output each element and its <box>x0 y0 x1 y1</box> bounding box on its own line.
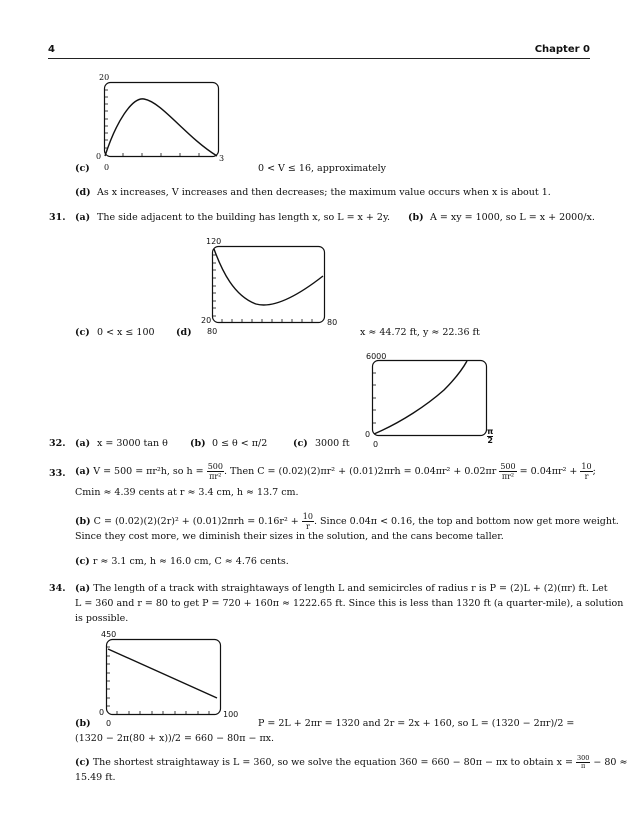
graph31-frame <box>213 247 325 323</box>
p34-c-label: (c) <box>75 757 90 768</box>
graph32-xmax-num: π <box>487 427 494 436</box>
graph32-ymax: 6000 <box>366 352 387 361</box>
graph31-xmin: 80 <box>207 327 218 336</box>
p30-d-label: (d) <box>75 187 91 198</box>
p33-a-frac3 <box>580 462 592 481</box>
p33-b-label: (b) <box>75 516 91 527</box>
p31-c-label: (c) <box>75 327 90 338</box>
p31-a-label: (a) <box>75 212 91 223</box>
graph31-yticks <box>213 255 216 316</box>
p32-a-label: (a) <box>75 438 91 449</box>
graph31-curve <box>214 249 323 305</box>
graph31-ymax: 120 <box>206 237 222 246</box>
graph30-ymin: 0 <box>96 152 102 161</box>
graph32-plot <box>372 360 488 437</box>
p32-c-text: 3000 ft <box>315 438 350 449</box>
p33-b-fd: r <box>305 522 310 531</box>
p30-c-text: 0 < V ≤ 16, approximately <box>258 163 387 174</box>
graph32-xmin: 0 <box>373 440 379 449</box>
p34-a-line1 <box>75 583 608 594</box>
graph34-xmin: 0 <box>106 719 112 728</box>
p34-c-fn: 300 <box>576 754 590 762</box>
p33-a-t2: . Then C = (0.02)(2)πr² + (0.01)2πrh = 0.04πr² + 0.02πr <box>223 466 497 477</box>
p33-b-t2: . Since 0.04π < 0.16, the top and bottom now get more weight. <box>313 516 619 527</box>
p33-a-frac2 <box>499 462 516 481</box>
graph34-frame <box>107 640 221 715</box>
p33-a-f3n: 10 <box>581 462 592 471</box>
p33-a-f1d: πr² <box>209 472 222 481</box>
p33-a-t3: = 0.04πr² + <box>519 466 578 477</box>
p32-c-label: (c) <box>293 438 308 449</box>
p33-a-frac1 <box>207 462 224 481</box>
graph32-frame <box>373 361 487 436</box>
p34-a-line1-text: The length of a track with straightaways of length L and semicircles of radius r is P = (2)L + (2)(πr) ft. Let <box>93 583 608 594</box>
graph34-plot <box>106 639 222 716</box>
graph32-xmax-den: 2 <box>487 436 493 445</box>
p34-b-line2: (1320 − 2π(80 + x))/2 = 660 − 80π − πx. <box>75 733 275 744</box>
p34-c-fd: π <box>581 762 586 770</box>
p34-b-label: (b) <box>75 718 91 729</box>
p34-c-frac <box>576 755 590 770</box>
graph30-xticks <box>123 153 199 156</box>
p34-b-line1: P = 2L + 2πr = 1320 and 2r = 2x + 160, so L = (1320 − 2πr)/2 = <box>258 718 575 729</box>
chapter-title: Chapter 0 <box>534 44 590 55</box>
p31-number: 31. <box>49 212 66 223</box>
graph34-xticks <box>117 711 209 714</box>
p33-b-t1: C = (0.02)(2)(2r)² + (0.01)2πrh = 0.16r² + <box>93 516 299 527</box>
p33-a-t1: V = 500 = πr²h, so h = <box>93 466 204 477</box>
p33-a-t4: ; <box>592 466 596 477</box>
p33-b-frac <box>302 512 314 531</box>
page-number: 4 <box>48 44 55 55</box>
graph31-xmax: 80 <box>327 318 338 327</box>
p30-d-text: As x increases, V increases and then decreases; the maximum value occurs when x is about 1. <box>97 187 551 198</box>
p31-b-text: A = xy = 1000, so L = x + 2000/x. <box>430 212 595 223</box>
p34-number: 34. <box>49 583 66 594</box>
p33-a-label: (a) <box>75 466 91 477</box>
graph30-yticks <box>105 90 108 148</box>
graph31-plot <box>212 246 326 324</box>
p34-a-label: (a) <box>75 583 91 594</box>
p33-a-line1 <box>75 462 596 481</box>
p33-b-line1 <box>75 512 619 531</box>
graph30-xmin: 0 <box>104 163 110 172</box>
p34-c-line2: 15.49 ft. <box>75 772 116 783</box>
graph34-line <box>108 649 217 698</box>
graph30-ymax: 20 <box>99 73 110 82</box>
p32-b-label: (b) <box>190 438 206 449</box>
p33-a-f2d: πr² <box>501 472 515 481</box>
header-rule <box>48 58 590 59</box>
p32-a-text: x = 3000 tan θ <box>97 438 168 449</box>
p31-b-label: (b) <box>408 212 424 223</box>
graph31-ymin: 20 <box>201 316 212 325</box>
graph32-ymin: 0 <box>365 430 371 439</box>
p31-d-label: (d) <box>176 327 192 338</box>
p31-c-text: 0 < x ≤ 100 <box>97 327 155 338</box>
p34-c-line1 <box>75 755 627 770</box>
graph34-ymax: 450 <box>101 630 117 639</box>
p33-a-f1n: 500 <box>207 462 223 471</box>
p33-b-line2: Since they cost more, we diminish their sizes in the solution, and the cans become taller. <box>75 531 504 542</box>
p34-a-line3: is possible. <box>75 613 129 624</box>
p34-a-line2: L = 360 and r = 80 to get P = 720 + 160π ≈ 1222.65 ft. Since this is less than 1320 ft (a quarter-mile), a solution <box>75 598 624 609</box>
p31-a-text: The side adjacent to the building has length x, so L = x + 2y. <box>97 212 391 223</box>
graph30-curve <box>105 99 217 156</box>
p34-c-t2: − 80 ≈ <box>593 757 628 768</box>
p33-c-line <box>75 556 289 567</box>
graph32-yticks <box>373 373 376 423</box>
p33-a-f3d: r <box>584 472 589 481</box>
p34-c-t1: The shortest straightaway is L = 360, so we solve the equation 360 = 660 − 80π − πx to obtain x = <box>92 757 573 768</box>
p32-b-text: 0 ≤ θ < π/2 <box>212 438 268 449</box>
p32-number: 32. <box>49 438 66 449</box>
graph32-curve <box>374 361 467 434</box>
p30-c-label: (c) <box>75 163 90 174</box>
graph34-xmax: 100 <box>223 710 239 719</box>
graph34-yticks <box>107 647 110 706</box>
p33-number: 33. <box>49 468 66 479</box>
p33-c-text: r ≈ 3.1 cm, h ≈ 16.0 cm, C ≈ 4.76 cents. <box>92 556 289 567</box>
graph30-plot <box>104 82 220 158</box>
p33-c-label: (c) <box>75 556 90 567</box>
graph31-xticks <box>222 319 312 322</box>
p33-a-line2: Cmin ≈ 4.39 cents at r ≈ 3.4 cm, h ≈ 13.7 cm. <box>75 487 299 498</box>
p33-b-fn: 10 <box>302 512 313 521</box>
p31-d-text: x ≈ 44.72 ft, y ≈ 22.36 ft <box>360 327 480 338</box>
p33-a-f2n: 500 <box>500 462 516 471</box>
graph30-xmax: 3 <box>219 154 225 163</box>
graph34-ymin: 0 <box>99 708 105 717</box>
